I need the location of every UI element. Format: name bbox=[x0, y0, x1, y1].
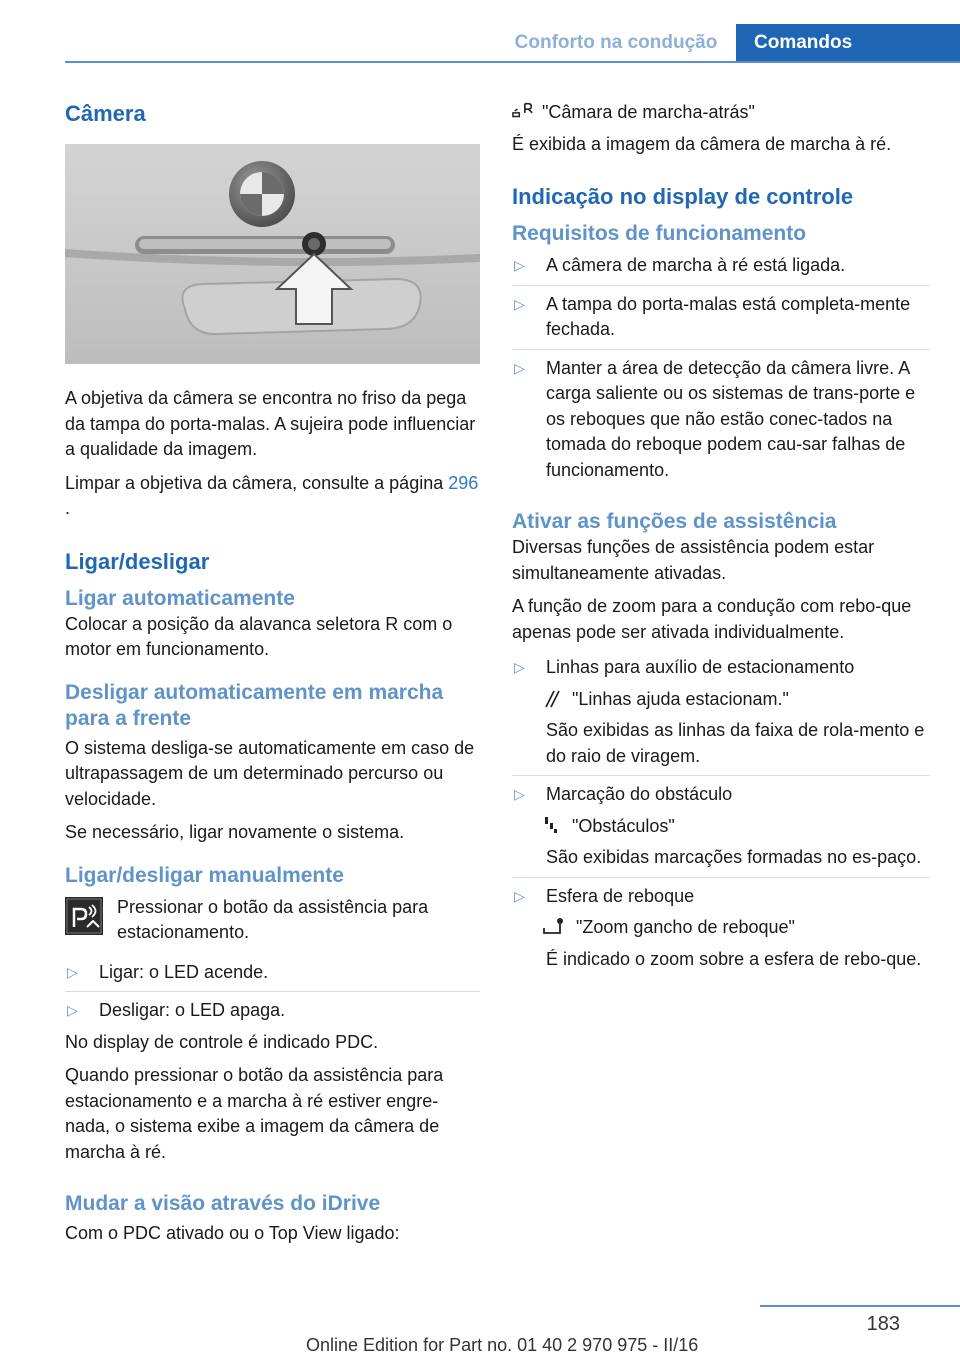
footer-rule bbox=[760, 1305, 960, 1307]
display-heading: Indicação no display de controle bbox=[512, 184, 854, 209]
assist-item-label: Esfera de reboque bbox=[546, 885, 695, 906]
manual-paragraph-2: No display de controle é indicado PDC. bbox=[65, 1031, 379, 1052]
assist-item-obstacle bbox=[512, 782, 930, 808]
assist-item-menu bbox=[512, 814, 930, 840]
list-divider bbox=[512, 285, 930, 286]
triangle-right-icon: ▷ bbox=[514, 659, 525, 675]
right-column bbox=[512, 100, 930, 972]
auto-off-heading: Desligar automaticamente em marcha para a frente bbox=[65, 680, 444, 730]
requirement-text: A tampa do porta-malas está completa-mente fechada. bbox=[546, 293, 911, 339]
requirement-item bbox=[512, 356, 930, 484]
assist-item-menu-text: "Zoom gancho de reboque" bbox=[576, 917, 795, 937]
assist-item-parking-lines bbox=[512, 655, 930, 681]
list-divider bbox=[512, 877, 930, 878]
manual-heading: Ligar/desligar manualmente bbox=[65, 863, 344, 887]
requirements-heading: Requisitos de funcionamento bbox=[512, 222, 807, 245]
list-divider bbox=[512, 775, 930, 776]
manual-list-item bbox=[65, 960, 480, 986]
parking-lines-icon bbox=[542, 688, 564, 708]
left-column bbox=[65, 100, 480, 1247]
rear-camera-menu-line bbox=[512, 100, 930, 126]
assist-item-tow-ball bbox=[512, 884, 930, 910]
assist-item-desc: São exibidas as linhas da faixa de rola-mento e do raio de viragem. bbox=[546, 720, 925, 766]
camera-paragraph-2 bbox=[65, 471, 480, 522]
rear-camera-menu-text: "Câmara de marcha-atrás" bbox=[542, 102, 755, 122]
header-rule bbox=[65, 61, 960, 63]
triangle-right-icon: ▷ bbox=[514, 359, 525, 376]
camera-location-photo bbox=[65, 144, 480, 364]
camera-p2-text: Limpar a objetiva da câmera, consulte a página bbox=[65, 472, 449, 493]
auto-off-paragraph-1: O sistema desliga-se automaticamente em caso de ultrapassagem de um determinado percurso ou velocidade. bbox=[65, 737, 475, 809]
list-divider bbox=[512, 349, 930, 350]
camera-paragraph-1: A objetiva da câmera se encontra no friso da pega da tampa do porta-malas. A sujeira pode influenciar a qualidade da imagem. bbox=[65, 388, 476, 459]
manual-paragraph-3: Quando pressionar o botão da assistência para estacionamento e a marcha à ré estiver engre-nada, o sistema exibe a imagem da câmera de marcha à ré. bbox=[65, 1065, 444, 1162]
auto-off-paragraph-2: Se necessário, ligar novamente o sistema. bbox=[65, 822, 405, 842]
manual-list-item bbox=[65, 998, 480, 1024]
triangle-right-icon: ▷ bbox=[514, 257, 525, 273]
list-divider bbox=[65, 991, 480, 992]
assist-item-desc: São exibidas marcações formadas no es-paço. bbox=[546, 847, 922, 867]
page-number: 183 bbox=[866, 1313, 900, 1335]
triangle-right-icon: ▷ bbox=[514, 887, 525, 904]
manual-paragraph: Pressionar o botão da assistência para estacionamento. bbox=[117, 896, 429, 942]
assist-paragraph-2: A função de zoom para a condução com rebo-que apenas pode ser ativada individualmente. bbox=[512, 596, 912, 642]
camera-heading: Câmera bbox=[65, 101, 146, 126]
triangle-right-icon: ▷ bbox=[514, 786, 525, 802]
assist-item-menu-text: "Obstáculos" bbox=[572, 815, 675, 836]
triangle-right-icon: ▷ bbox=[67, 963, 78, 980]
idrive-heading: Mudar a visão através do iDrive bbox=[65, 1192, 381, 1215]
requirement-item bbox=[512, 292, 930, 343]
triangle-right-icon: ▷ bbox=[514, 295, 525, 312]
park-assist-button-icon bbox=[65, 897, 103, 935]
tow-ball-icon bbox=[542, 916, 568, 936]
page-296-link[interactable]: 296 bbox=[448, 472, 479, 493]
assist-heading: Ativar as funções de assistência bbox=[512, 510, 837, 533]
assist-item-desc: É indicado o zoom sobre a esfera de rebo-que. bbox=[546, 948, 922, 969]
obstacle-marking-icon bbox=[542, 815, 564, 835]
assist-item-menu bbox=[512, 915, 930, 941]
requirement-item bbox=[512, 253, 930, 279]
rear-camera-icon bbox=[512, 101, 534, 121]
park-button-row bbox=[65, 895, 480, 946]
auto-on-heading: Ligar automaticamente bbox=[65, 586, 295, 610]
assist-item-menu bbox=[512, 687, 930, 713]
rear-camera-paragraph: É exibida a imagem da câmera de marcha à ré. bbox=[512, 133, 892, 154]
idrive-paragraph: Com o PDC ativado ou o Top View ligado: bbox=[65, 1223, 400, 1243]
requirement-text: Manter a área de detecção da câmera livre. A carga saliente ou os sistemas de trans-porte e os reboques que não estão conec-tados na tomada do reboque podem cau-sar falhas de funcionamento. bbox=[546, 357, 916, 480]
assist-item-menu-text: "Linhas ajuda estacionam." bbox=[572, 688, 789, 709]
triangle-right-icon: ▷ bbox=[67, 1002, 78, 1018]
assist-paragraph-1: Diversas funções de assistência podem estar simultaneamente ativadas. bbox=[512, 537, 875, 583]
assist-item-label: Linhas para auxílio de estacionamento bbox=[546, 657, 855, 677]
manual-item-text: Desligar: o LED apaga. bbox=[99, 1000, 286, 1020]
assist-item-label: Marcação do obstáculo bbox=[546, 784, 733, 804]
header-chapter-tab: Comandos bbox=[736, 24, 960, 63]
edition-footer: Online Edition for Part no. 01 40 2 970 975 - II/16 bbox=[306, 1335, 699, 1355]
onoff-heading: Ligar/desligar bbox=[65, 548, 210, 574]
manual-item-text: Ligar: o LED acende. bbox=[99, 961, 269, 982]
header-section-tab: Conforto na condução bbox=[514, 32, 718, 53]
camera-p2-end: . bbox=[65, 498, 71, 518]
auto-on-paragraph: Colocar a posição da alavanca seletora R com o motor em funcionamento. bbox=[65, 613, 453, 659]
requirement-text: A câmera de marcha à ré está ligada. bbox=[546, 255, 846, 275]
